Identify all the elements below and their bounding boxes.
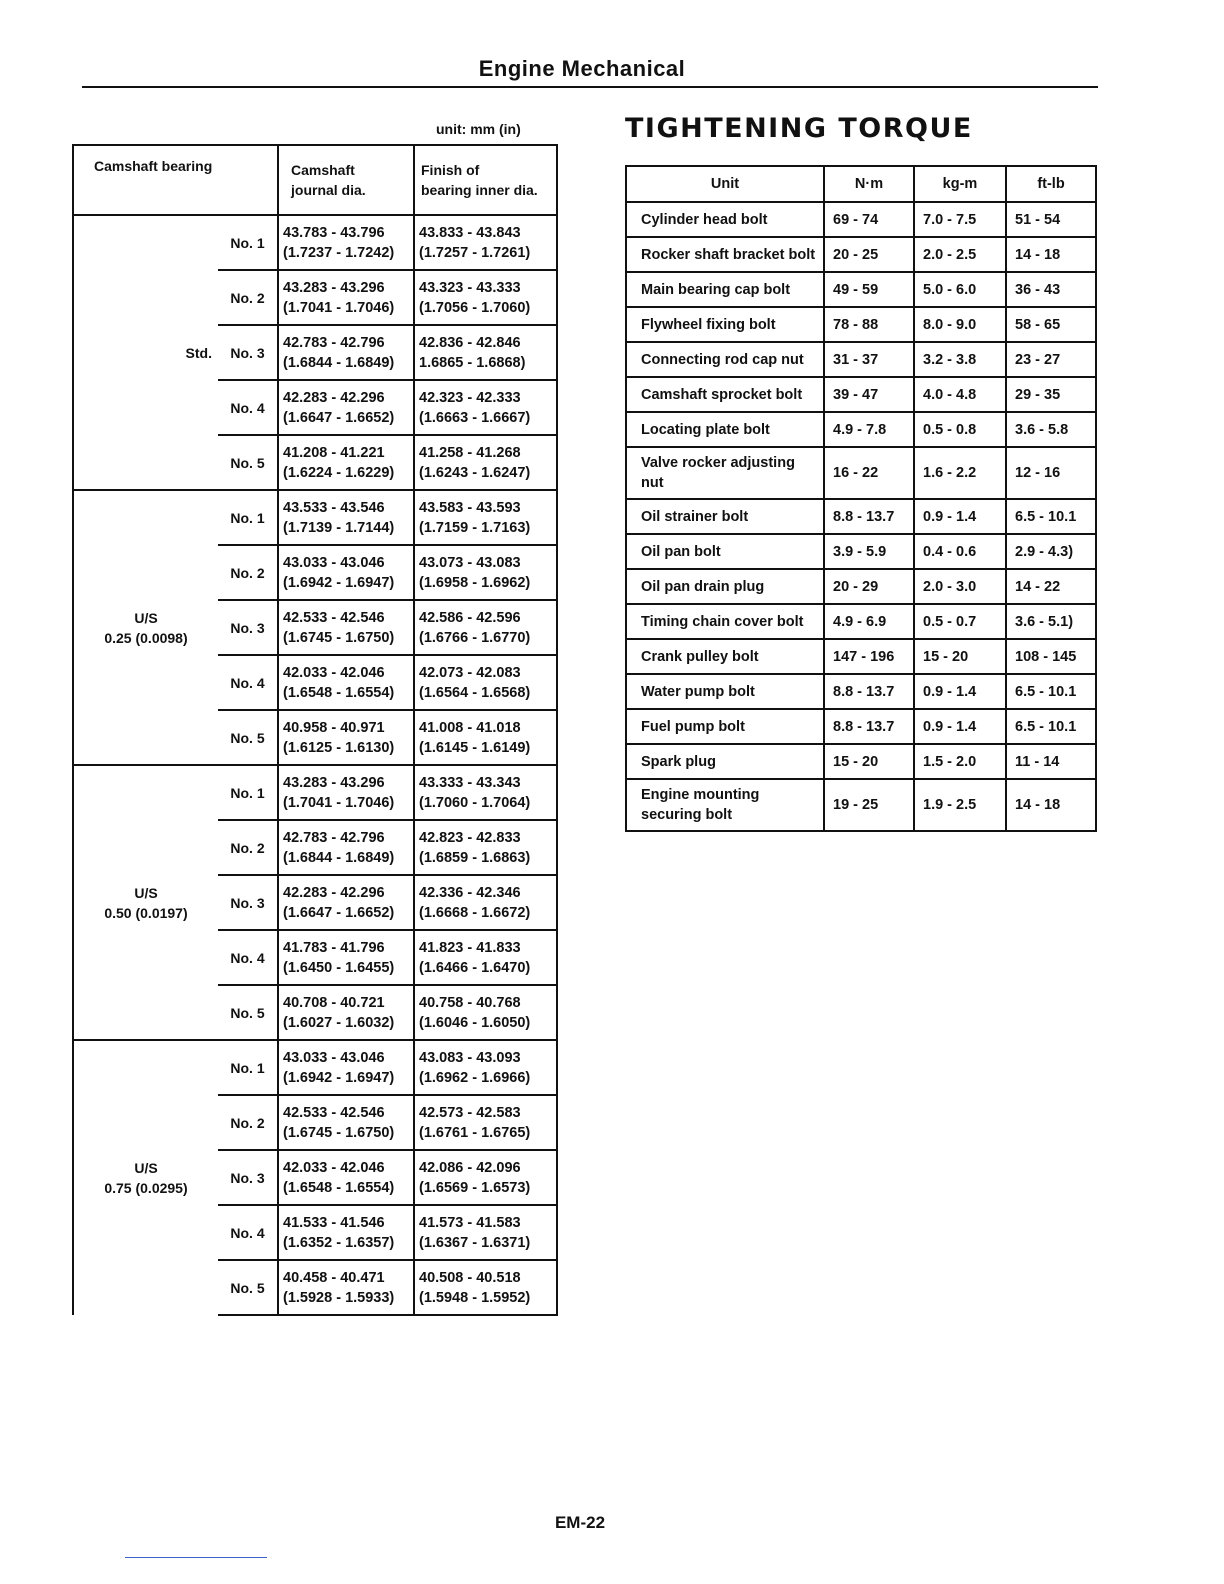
cell-line: (1.7041 - 1.7046): [283, 299, 395, 316]
cell-line: nut: [641, 475, 664, 491]
cell-line: 41.208 - 41.221: [283, 444, 385, 461]
cell-line: 40.758 - 40.768: [419, 994, 521, 1011]
torque-nm: 78 - 88: [824, 307, 914, 342]
bearing-number: No. 1: [218, 1040, 278, 1095]
table-row: [626, 447, 1096, 499]
cell-line: 43.283 - 43.296: [283, 774, 385, 791]
torque-ftlb: 3.6 - 5.8: [1006, 412, 1096, 447]
cell-line: Main bearing cap bolt: [641, 281, 791, 298]
camshaft-table-header: [73, 145, 557, 215]
cell-line: 42.823 - 42.833: [419, 829, 521, 846]
table-row: [626, 377, 1096, 412]
bearing-number: No. 3: [218, 325, 278, 380]
table-row: [626, 639, 1096, 674]
cell-line: 42.533 - 42.546: [283, 1104, 385, 1121]
bearing-number: No. 5: [218, 710, 278, 765]
finish-dia-value: [414, 545, 557, 600]
torque-nm: 4.9 - 6.9: [824, 604, 914, 639]
cell-line: 43.033 - 43.046: [283, 554, 385, 571]
journal-dia-value: [278, 985, 414, 1040]
torque-ftlb: 14 - 18: [1006, 237, 1096, 272]
cell-line: (1.6548 - 1.6554): [283, 684, 395, 701]
table-row: [626, 499, 1096, 534]
cell-line: (1.6647 - 1.6652): [283, 409, 395, 426]
journal-dia-value: [278, 655, 414, 710]
table-row: [626, 744, 1096, 779]
cell-line: Engine mounting: [641, 787, 760, 803]
cell-line: Valve rocker adjusting: [641, 455, 795, 471]
cell-line: (1.6352 - 1.6357): [283, 1234, 395, 1251]
cell-line: Crank pulley bolt: [641, 648, 759, 665]
cell-line: (1.7139 - 1.7144): [283, 519, 395, 536]
torque-ftlb: 14 - 22: [1006, 569, 1096, 604]
cell-line: (1.6962 - 1.6966): [419, 1069, 531, 1086]
torque-unit-name: [626, 237, 824, 272]
cell-line: 40.458 - 40.471: [283, 1269, 385, 1286]
cell-line: Oil pan drain plug: [641, 578, 765, 595]
torque-unit-name: [626, 307, 824, 342]
torque-nm: 69 - 74: [824, 202, 914, 237]
col-header-nm: N·m: [824, 166, 914, 202]
footer-link-underline: [125, 1557, 267, 1558]
col-header-journal-dia: Camshaft journal dia.: [278, 145, 414, 215]
cell-line: 43.333 - 43.343: [419, 774, 521, 791]
torque-unit-name: [626, 447, 824, 499]
torque-kgm: 5.0 - 6.0: [914, 272, 1006, 307]
journal-dia-value: [278, 1150, 414, 1205]
torque-unit-name: [626, 499, 824, 534]
torque-nm: 31 - 37: [824, 342, 914, 377]
cell-line: 0.75 (0.0295): [104, 1180, 188, 1196]
torque-kgm: 1.6 - 2.2: [914, 447, 1006, 499]
finish-dia-value: [414, 820, 557, 875]
torque-kgm: 0.9 - 1.4: [914, 674, 1006, 709]
cell-line: 41.823 - 41.833: [419, 939, 521, 956]
cell-line: (1.6859 - 1.6863): [419, 849, 531, 866]
cell-line: 42.533 - 42.546: [283, 609, 385, 626]
table-row: [73, 490, 557, 545]
journal-dia-value: [278, 765, 414, 820]
cell-line: (1.7237 - 1.7242): [283, 244, 395, 261]
cell-line: 41.783 - 41.796: [283, 939, 385, 956]
torque-unit-name: [626, 604, 824, 639]
torque-kgm: 2.0 - 3.0: [914, 569, 1006, 604]
page-header-title: Engine Mechanical: [478, 56, 686, 81]
finish-dia-value: [414, 325, 557, 380]
journal-dia-value: [278, 1205, 414, 1260]
torque-ftlb: 12 - 16: [1006, 447, 1096, 499]
cell-line: (1.7056 - 1.7060): [419, 299, 531, 316]
cell-line: 43.833 - 43.843: [419, 224, 521, 241]
journal-dia-value: [278, 215, 414, 270]
cell-line: (1.6745 - 1.6750): [283, 1124, 395, 1141]
cell-line: (1.6668 - 1.6672): [419, 904, 531, 921]
journal-dia-value: [278, 435, 414, 490]
cell-line: 42.836 - 42.846: [419, 334, 521, 351]
table-row: [73, 215, 557, 270]
torque-unit-name: [626, 639, 824, 674]
torque-unit-name: [626, 342, 824, 377]
cell-line: (1.6367 - 1.6371): [419, 1234, 531, 1251]
camshaft-bearing-table: [72, 144, 558, 1316]
cell-line: U/S: [134, 884, 158, 901]
torque-kgm: 2.0 - 2.5: [914, 237, 1006, 272]
finish-dia-value: [414, 710, 557, 765]
finish-dia-value: [414, 765, 557, 820]
torque-kgm: 15 - 20: [914, 639, 1006, 674]
journal-dia-value: [278, 1040, 414, 1095]
cell-line: (1.6450 - 1.6455): [283, 959, 395, 976]
journal-dia-value: [278, 710, 414, 765]
cell-line: (1.5948 - 1.5952): [419, 1289, 531, 1306]
cell-line: Std.: [185, 344, 212, 361]
torque-unit-name: [626, 744, 824, 779]
bearing-number: No. 3: [218, 875, 278, 930]
journal-dia-value: [278, 600, 414, 655]
torque-nm: 8.8 - 13.7: [824, 499, 914, 534]
table-row: [626, 307, 1096, 342]
torque-ftlb: 2.9 - 4.3): [1006, 534, 1096, 569]
cell-line: 41.258 - 41.268: [419, 444, 521, 461]
cell-line: 41.533 - 41.546: [283, 1214, 385, 1231]
finish-dia-value: [414, 985, 557, 1040]
torque-nm: 19 - 25: [824, 779, 914, 831]
journal-dia-value: [278, 270, 414, 325]
cell-line: Timing chain cover bolt: [641, 613, 804, 630]
group-label: [73, 1040, 218, 1315]
cell-line: Spark plug: [641, 753, 716, 770]
torque-kgm: 1.9 - 2.5: [914, 779, 1006, 831]
bearing-number: No. 3: [218, 600, 278, 655]
cell-line: (1.6027 - 1.6032): [283, 1014, 395, 1031]
torque-ftlb: 108 - 145: [1006, 639, 1096, 674]
cell-line: 43.073 - 43.083: [419, 554, 521, 571]
cell-line: 42.283 - 42.296: [283, 389, 385, 406]
table-row: [73, 765, 557, 820]
cell-line: U/S: [134, 1160, 158, 1176]
cell-line: 43.323 - 43.333: [419, 279, 521, 296]
bearing-number: No. 1: [218, 490, 278, 545]
cell-line: 43.783 - 43.796: [283, 224, 385, 241]
torque-nm: 39 - 47: [824, 377, 914, 412]
cell-line: (1.6569 - 1.6573): [419, 1179, 531, 1196]
finish-dia-value: [414, 875, 557, 930]
torque-nm: 8.8 - 13.7: [824, 709, 914, 744]
torque-unit-name: [626, 202, 824, 237]
torque-ftlb: 29 - 35: [1006, 377, 1096, 412]
torque-kgm: 0.9 - 1.4: [914, 499, 1006, 534]
col-header-camshaft-bearing: Camshaft bearing: [73, 145, 278, 215]
cell-line: (1.5928 - 1.5933): [283, 1289, 395, 1306]
torque-ftlb: 6.5 - 10.1: [1006, 674, 1096, 709]
torque-ftlb: 36 - 43: [1006, 272, 1096, 307]
bearing-number: No. 4: [218, 1205, 278, 1260]
table-row: [626, 342, 1096, 377]
header-rule: [82, 86, 1098, 88]
table-row: [626, 272, 1096, 307]
cell-line: 42.033 - 42.046: [283, 1159, 385, 1176]
torque-kgm: 4.0 - 4.8: [914, 377, 1006, 412]
finish-dia-value: [414, 1205, 557, 1260]
journal-dia-value: [278, 930, 414, 985]
torque-ftlb: 58 - 65: [1006, 307, 1096, 342]
bearing-number: No. 2: [218, 1095, 278, 1150]
journal-dia-value: [278, 1260, 414, 1315]
table-row: [626, 237, 1096, 272]
finish-dia-value: [414, 380, 557, 435]
cell-line: 42.783 - 42.796: [283, 334, 385, 351]
torque-ftlb: 6.5 - 10.1: [1006, 499, 1096, 534]
finish-dia-value: [414, 270, 557, 325]
table-row: [626, 202, 1096, 237]
torque-ftlb: 14 - 18: [1006, 779, 1096, 831]
torque-kgm: 0.5 - 0.8: [914, 412, 1006, 447]
torque-nm: 147 - 196: [824, 639, 914, 674]
tightening-torque-title: TIGHTENING TORQUE: [625, 113, 973, 144]
torque-kgm: 0.9 - 1.4: [914, 709, 1006, 744]
bearing-number: No. 5: [218, 1260, 278, 1315]
finish-dia-value: [414, 1095, 557, 1150]
table-row: [626, 674, 1096, 709]
bearing-number: No. 4: [218, 930, 278, 985]
cell-line: 0.50 (0.0197): [104, 904, 188, 921]
table-row: [626, 604, 1096, 639]
cell-line: (1.6745 - 1.6750): [283, 629, 395, 646]
cell-line: (1.6942 - 1.6947): [283, 574, 395, 591]
table-row: [73, 1040, 557, 1095]
torque-unit-name: [626, 674, 824, 709]
torque-unit-name: [626, 412, 824, 447]
cell-line: 42.283 - 42.296: [283, 884, 385, 901]
journal-dia-value: [278, 325, 414, 380]
cell-line: 42.573 - 42.583: [419, 1104, 521, 1121]
cell-line: 40.958 - 40.971: [283, 719, 385, 736]
cell-line: 41.008 - 41.018: [419, 719, 521, 736]
finish-dia-value: [414, 930, 557, 985]
journal-dia-value: [278, 820, 414, 875]
cell-line: (1.6663 - 1.6667): [419, 409, 531, 426]
torque-unit-name: [626, 377, 824, 412]
torque-kgm: 0.5 - 0.7: [914, 604, 1006, 639]
tightening-torque-table: [625, 165, 1097, 832]
cell-line: Locating plate bolt: [641, 421, 770, 438]
torque-kgm: 0.4 - 0.6: [914, 534, 1006, 569]
bearing-number: No. 5: [218, 985, 278, 1040]
torque-nm: 8.8 - 13.7: [824, 674, 914, 709]
bearing-number: No. 1: [218, 765, 278, 820]
torque-ftlb: 11 - 14: [1006, 744, 1096, 779]
cell-line: 41.573 - 41.583: [419, 1214, 521, 1231]
finish-dia-value: [414, 215, 557, 270]
cell-line: (1.7041 - 1.7046): [283, 794, 395, 811]
torque-nm: 4.9 - 7.8: [824, 412, 914, 447]
table-row: [626, 779, 1096, 831]
torque-nm: 20 - 25: [824, 237, 914, 272]
cell-line: (1.6243 - 1.6247): [419, 464, 531, 481]
group-label: [73, 765, 218, 1040]
finish-dia-value: [414, 435, 557, 490]
cell-line: (1.7060 - 1.7064): [419, 794, 531, 811]
journal-dia-value: [278, 490, 414, 545]
cell-line: Connecting rod cap nut: [641, 351, 804, 368]
finish-dia-value: [414, 1260, 557, 1315]
torque-kgm: 1.5 - 2.0: [914, 744, 1006, 779]
torque-nm: 3.9 - 5.9: [824, 534, 914, 569]
torque-ftlb: 23 - 27: [1006, 342, 1096, 377]
cell-line: (1.6548 - 1.6554): [283, 1179, 395, 1196]
cell-line: (1.7257 - 1.7261): [419, 244, 531, 261]
torque-nm: 16 - 22: [824, 447, 914, 499]
torque-kgm: 7.0 - 7.5: [914, 202, 1006, 237]
cell-line: 42.086 - 42.096: [419, 1159, 521, 1176]
cell-line: 0.25 (0.0098): [104, 629, 188, 646]
torque-unit-name: [626, 534, 824, 569]
cell-line: 42.323 - 42.333: [419, 389, 521, 406]
bearing-number: No. 1: [218, 215, 278, 270]
cell-line: Cylinder head bolt: [641, 211, 768, 228]
bearing-number: No. 4: [218, 380, 278, 435]
group-label: [73, 490, 218, 765]
cell-line: 42.336 - 42.346: [419, 884, 521, 901]
journal-dia-value: [278, 545, 414, 600]
torque-ftlb: 3.6 - 5.1): [1006, 604, 1096, 639]
page-number: EM-22: [554, 1513, 606, 1532]
cell-line: (1.6145 - 1.6149): [419, 739, 531, 756]
torque-unit-name: [626, 272, 824, 307]
cell-line: (1.6942 - 1.6947): [283, 1069, 395, 1086]
cell-line: (1.6958 - 1.6962): [419, 574, 531, 591]
cell-line: (1.6761 - 1.6765): [419, 1124, 531, 1141]
unit-note: unit: mm (in): [436, 121, 521, 137]
finish-dia-value: [414, 600, 557, 655]
table-row: [626, 569, 1096, 604]
cell-line: Oil strainer bolt: [641, 508, 749, 525]
bearing-number: No. 2: [218, 270, 278, 325]
table-row: [626, 534, 1096, 569]
cell-line: (1.6224 - 1.6229): [283, 464, 395, 481]
cell-line: 42.033 - 42.046: [283, 664, 385, 681]
cell-line: Flywheel fixing bolt: [641, 316, 776, 333]
torque-nm: 20 - 29: [824, 569, 914, 604]
cell-line: 40.708 - 40.721: [283, 994, 385, 1011]
journal-dia-value: [278, 380, 414, 435]
bearing-number: No. 2: [218, 820, 278, 875]
finish-dia-value: [414, 490, 557, 545]
cell-line: U/S: [134, 609, 158, 626]
col-header-ftlb: ft-lb: [1006, 166, 1096, 202]
torque-nm: 49 - 59: [824, 272, 914, 307]
cell-line: Oil pan bolt: [641, 543, 721, 560]
bearing-number: No. 5: [218, 435, 278, 490]
group-label: [73, 215, 218, 490]
cell-line: Rocker shaft bracket bolt: [641, 246, 816, 263]
cell-line: 43.083 - 43.093: [419, 1049, 521, 1066]
table-row: [626, 709, 1096, 744]
finish-dia-value: [414, 1150, 557, 1205]
cell-line: 1.6865 - 1.6868): [419, 354, 526, 371]
torque-kgm: 8.0 - 9.0: [914, 307, 1006, 342]
torque-table-header: [626, 166, 1096, 202]
col-header-kgm: kg-m: [914, 166, 1006, 202]
cell-line: Camshaft sprocket bolt: [641, 386, 803, 403]
cell-line: (1.6466 - 1.6470): [419, 959, 531, 976]
cell-line: (1.6125 - 1.6130): [283, 739, 395, 756]
col-header-unit: Unit: [626, 166, 824, 202]
cell-line: 42.783 - 42.796: [283, 829, 385, 846]
cell-line: 42.073 - 42.083: [419, 664, 521, 681]
cell-line: Fuel pump bolt: [641, 718, 745, 735]
cell-line: (1.7159 - 1.7163): [419, 519, 531, 536]
cell-line: (1.6564 - 1.6568): [419, 684, 531, 701]
torque-unit-name: [626, 779, 824, 831]
cell-line: 40.508 - 40.518: [419, 1269, 521, 1286]
cell-line: (1.6647 - 1.6652): [283, 904, 395, 921]
torque-unit-name: [626, 709, 824, 744]
finish-dia-value: [414, 655, 557, 710]
torque-kgm: 3.2 - 3.8: [914, 342, 1006, 377]
cell-line: 43.033 - 43.046: [283, 1049, 385, 1066]
cell-line: (1.6046 - 1.6050): [419, 1014, 531, 1031]
bearing-number: No. 2: [218, 545, 278, 600]
bearing-number: No. 3: [218, 1150, 278, 1205]
cell-line: Water pump bolt: [641, 683, 755, 700]
cell-line: 42.586 - 42.596: [419, 609, 521, 626]
table-row: [626, 412, 1096, 447]
torque-ftlb: 51 - 54: [1006, 202, 1096, 237]
cell-line: (1.6844 - 1.6849): [283, 354, 395, 371]
torque-ftlb: 6.5 - 10.1: [1006, 709, 1096, 744]
torque-nm: 15 - 20: [824, 744, 914, 779]
cell-line: (1.6844 - 1.6849): [283, 849, 395, 866]
journal-dia-value: [278, 1095, 414, 1150]
cell-line: securing bolt: [641, 807, 733, 823]
cell-line: 43.583 - 43.593: [419, 499, 521, 516]
cell-line: 43.283 - 43.296: [283, 279, 385, 296]
col-header-finish-inner-dia: Finish of bearing inner dia.: [414, 145, 557, 215]
finish-dia-value: [414, 1040, 557, 1095]
cell-line: 43.533 - 43.546: [283, 499, 385, 516]
cell-line: (1.6766 - 1.6770): [419, 629, 531, 646]
journal-dia-value: [278, 875, 414, 930]
torque-unit-name: [626, 569, 824, 604]
bearing-number: No. 4: [218, 655, 278, 710]
